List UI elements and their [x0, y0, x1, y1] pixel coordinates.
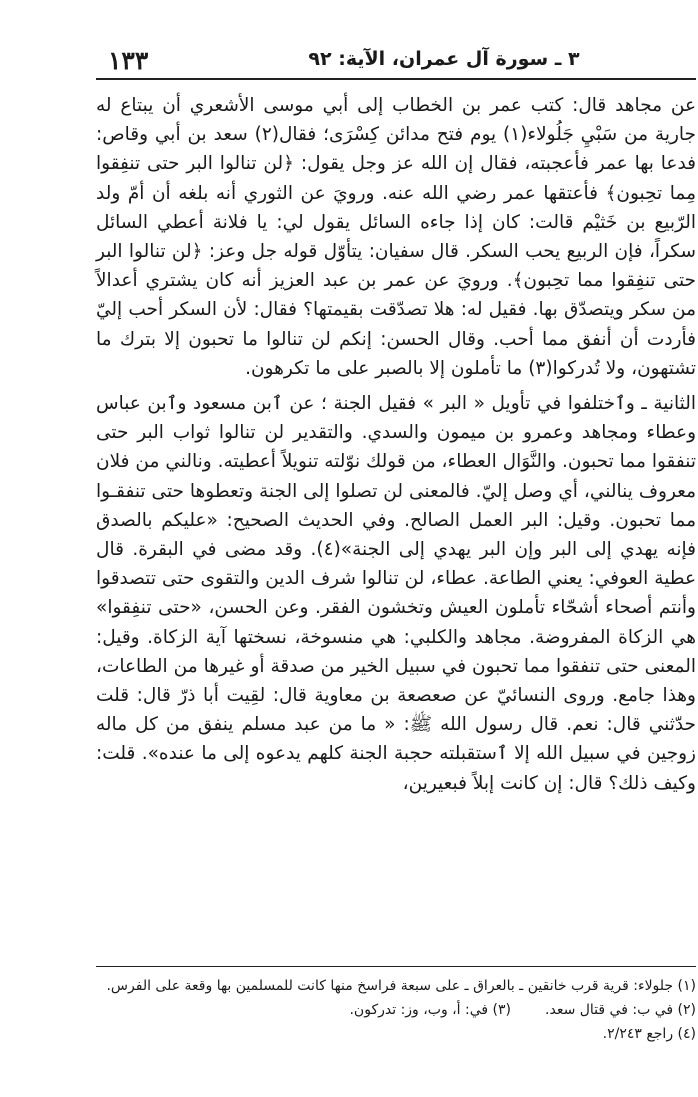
footnote-1: (١) جلولاء: قرية قرب خانقين ـ بالعراق ـ على سبعة فراسخ منها كانت للمسلمين بها وقعة على الفرس. [106, 978, 696, 994]
page-header [96, 38, 696, 80]
footnote-row-2 [96, 998, 696, 1022]
body-text [96, 91, 696, 798]
page-number: ١٣٣ [108, 46, 149, 75]
footnotes [96, 966, 696, 1046]
footnote-4: (٤) راجع ٢/٢٤٣. [602, 1026, 696, 1042]
book-page [96, 38, 696, 1088]
running-title: ٣ ـ سورة آل عمران، الآية: ٩٢ [308, 48, 580, 70]
paragraph-1: عن مجاهد قال: كتب عمر بن الخطاب إلى أبي موسى الأشعري أن يبتاع له جارية من سَبْيِ جَلُولاء(١) يوم فتح مدائن كِسْرَى؛ فقال(٢) سعد بن أبي وقاص: فدعا بها عمر فأعجبته، فقال إن الله عز وجل يقول: ﴿لن تنالوا البر حتى تنفِقوا مِما تحِبون﴾ فأعتقها عمر رضي الله عنه. ورويَ عن الثوري أنه بلغه أن أمّ ولد الرّبيع بن خَثيْم قالت: كان إذا جاءه السائل يقول لي: يا فلانة أعطي السائل سكراً، فإن الربيع يحب السكر. قال سفيان: يتأوّل قوله جل وعز: ﴿لن تنالوا البر حتى تنفِقوا مما تحِبون﴾. ورويَ عن عمر بن عبد العزيز أنه كان يشتري أعدالاً من سكر ويتصدّق بها. فقيل له: هلا تصدّقت بقيمتها؟ فقال: لأن السكر أحب إليّ فأردت أن أنفق مما أحب. وقال الحسن: إنكم لن تنالوا ما تحبون إلا بترك ما تشتهون، ولا تُدركوا(٣) ما تأملون إلا بالصبر على ما تكرهون. [96, 95, 696, 379]
footnote-2: (٢) في ب: في قتال سعد. [545, 1002, 696, 1018]
paragraph-2: الثانية ـ وٱختلفوا في تأويل « البر » فقيل الجنة ؛ عن ٱبن مسعود وٱبن عباس وعطاء ومجاهد وعمرو بن ميمون والسدي. والتقدير لن تنالوا ثواب البر حتى تنفقوا مما تحبون. والنَّوَال العطاء، من قولك نوّلته تنويلاً أعطيته. ونالني من فلان معروف ينالني، أي وصل إليّ. فالمعنى لن تصلوا إلى الجنة وتعطوها حتى تنفقـوا مما تحبون. وقيل: البر العمل الصالح. وفي الحديث الصحيح: «عليكم بالصدق فإنه يهدي إلى البر وإن البر يهدي إلى الجنة»(٤). وقد مضى في البقرة. قال عطية العوفي: يعني الطاعة. عطاء، لن تنالوا شرف الدين والتقوى حتى تتصدقوا وأنتم أصحاء أشحّاء تأملون العيش وتخشون الفقر. وعن الحسن، «حتى تنفِقوا» هي الزكاة المفروضة. مجاهد والكلبي: هي منسوخة، نسختها آية الزكاة. وقيل: المعنى حتى تنفقوا مما تحبون في سبيل الخير من صدقة أو غيرها من الطاعات، وهذا جامع. وروى النسائيّ عن صعصعة بن معاوية قال: لقِيت أبا ذرّ قال: قلت حدّثني قال: نعم. قال رسول الله ﷺ: « ما من عبد مسلم ينفق من كل ماله زوجين في سبيل الله إلا ٱستقبلته حجبة الجنة كلهم يدعوه إلى ما عنده». قلت: وكيف ذلك؟ قال: إن كانت إبلاً فبعيرين، [96, 393, 696, 794]
footnote-3: (٣) في: أ، وب، وز: تدركون. [349, 1002, 512, 1018]
